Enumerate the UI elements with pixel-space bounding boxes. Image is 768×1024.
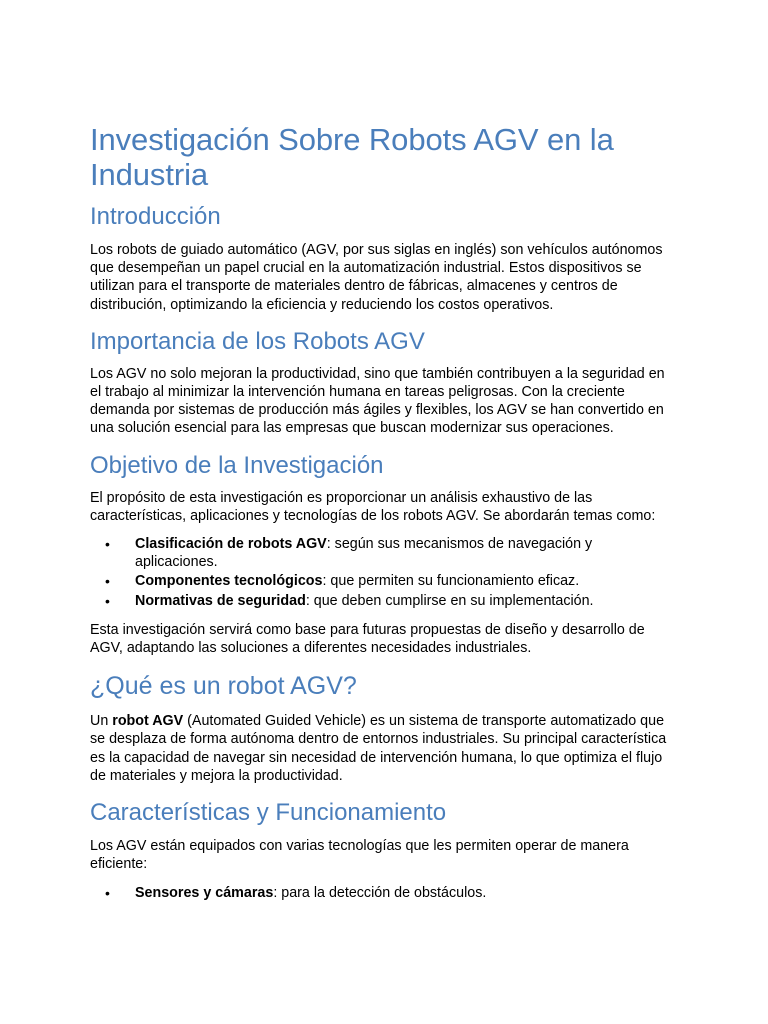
paragraph-lead: Un [90,713,113,730]
paragraph-caracteristicas: Los AGV están equipados con varias tecnologías que les permiten operar de manera eficiente: [90,838,629,873]
bullet-text: : que permiten su funcionamiento eficaz. [322,573,580,590]
heading-importancia: Importancia de los Robots AGV [90,327,425,355]
paragraph-objetivo-cierre: Esta investigación servirá como base para futuras propuestas de diseño y desarrollo de AGV, adaptando las soluciones a diferentes necesidades industriales. [90,621,645,657]
list-item [90,884,678,902]
paragraph-que-es [90,712,678,785]
bullet-text: : según sus mecanismos de navegación y aplicaciones. [135,536,593,571]
document-title: Investigación Sobre Robots AGV en la Industria [90,122,614,192]
heading-introduccion: Introducción [90,203,221,230]
heading-objetivo: Objetivo de la Investigación [90,451,384,479]
paragraph-objetivo: El propósito de esta investigación es proporcionar un análisis exhaustivo de las características, aplicaciones y tecnologías de los robots AGV. Se abordarán temas como: [90,489,656,524]
bullet-text: : que deben cumplirse en su implementación. [305,592,594,609]
paragraph-importancia: Los AGV no solo mejoran la productividad, sino que también contribuyen a la seguridad en el trabajo al minimizar la intervención humana en tareas peligrosas. Con la creciente demanda por sistemas de producción más ágiles y flexibles, los AGV se han convertido en una solución esencial para las empresas que buscan modernizar sus operaciones. [90,365,665,437]
list-item [90,572,678,590]
features-bullet-list [90,884,678,902]
bullet-bold-label: Componentes tecnológicos [135,573,323,590]
list-item [90,535,678,571]
objective-bullet-list [90,535,678,610]
bullet-bold-label: Sensores y cámaras [135,885,274,902]
paragraph-introduccion: Los robots de guiado automático (AGV, por sus siglas en inglés) son vehículos autónomos que desempeñan un papel crucial en la automatización industrial. Estos dispositivos se utilizan para el transporte de materiales dentro de fábricas, almacenes y centros de distribución, optimizando la eficiencia y reduciendo los costos operativos. [90,242,663,313]
heading-caracteristicas: Características y Funcionamiento [90,799,447,827]
bullet-text: : para la detección de obstáculos. [273,885,487,902]
list-item [90,592,678,610]
bullet-bold-label: Normativas de seguridad [135,592,306,609]
paragraph-text: (Automated Guided Vehicle) es un sistema de transporte automatizado que se desplaza de forma autónoma dentro de entornos industriales. Su principal característica es la capacidad de navegar sin necesidad de intervención humana, lo que optimiza el flujo de materiales y mejora la productividad. [90,713,667,784]
heading-que-es: ¿Qué es un robot AGV? [90,672,357,701]
bullet-bold-label: Clasificación de robots AGV [135,536,327,553]
paragraph-bold-term: robot AGV [112,713,184,730]
